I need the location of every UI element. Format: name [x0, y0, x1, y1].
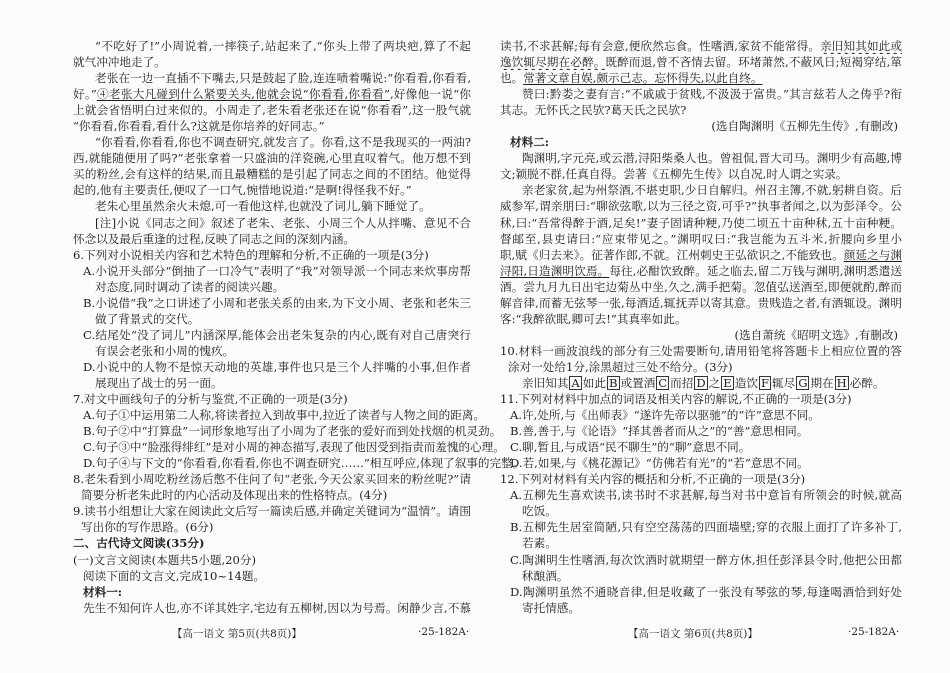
text-segment: 二、古代诗文阅读(35分) — [73, 536, 205, 551]
page-5-footer: 【高一语文 第5页(共8页)】 — [172, 628, 302, 640]
text-line — [500, 166, 902, 182]
text-segment: “你看看,你看看,你也不调查研究,就发言了。你看,这不是我现买的一两油? — [95, 135, 471, 150]
text-segment: 督邮至,县吏请曰:“应束带见之。”渊明叹曰:“我岂能为五斗米,折腰向乡里小 — [500, 231, 902, 246]
text-line — [73, 166, 471, 182]
answer-box-label: E — [723, 375, 732, 390]
text-segment: 如此 — [582, 375, 606, 390]
text-segment: 若素。 — [522, 536, 557, 551]
text-segment: 赞曰:黔娄之妻有言:“不戚戚于贫贱,不汲汲于富贵。”其言兹若人之俦乎?衔 — [522, 87, 902, 102]
text-line — [500, 439, 902, 455]
text-segment: 11.下列对材料中加点的词语及相关内容的解说,不正确的一项是(3分) — [500, 392, 852, 407]
text-line — [73, 118, 471, 134]
text-segment: 客:“我醉欲眠,卿可去!”其真率如此。 — [500, 311, 687, 326]
text-line — [73, 439, 505, 455]
text-segment: 而招 — [670, 375, 694, 390]
answer-box-label: H — [836, 375, 847, 390]
text-segment: C.结尾处“没了词儿”内涵深厚,能体会出老朱复杂的内心,既有对自己唐突行 — [83, 327, 471, 342]
text-segment: 读书,不求甚解;每有会意,便欣然忘食。性嗜酒,家贫不能常得。 — [500, 39, 821, 53]
page-6-footer: 【高一语文 第6页(共8页)】 — [628, 628, 758, 640]
text-segment: 7.对文中画线句子的分析与鉴赏,不正确的一项是(3分) — [73, 392, 348, 407]
page-6-code: ·25-182A· — [848, 626, 900, 638]
text-segment: 8.老朱看到小周吃粉丝汤后憋不住问了句“老张,今天公家买回来的粉丝呢?”请 — [73, 472, 471, 487]
underlined-sentence: 常著文章自娱,颇示己志。忘怀得失,以此自终。 — [523, 71, 763, 86]
text-segment: C.聊,暂且,与成语“民不聊生”的“聊”意思不同。 — [510, 440, 751, 455]
text-segment: 或置酒 — [620, 375, 656, 390]
page-6-column — [500, 38, 902, 616]
text-segment: 老朱心里虽然余火未熄,可一看他这样,也就没了词儿,躺下睡觉了。 — [95, 199, 431, 214]
text-line — [73, 70, 471, 86]
text-line — [500, 375, 902, 391]
text-segment: 12.下列对材料有关内容的概括和分析,不正确的一项是(3分) — [500, 472, 806, 487]
text-line — [500, 519, 902, 535]
text-segment: 好。” — [73, 87, 97, 102]
text-segment: 每往,必酣饮致醉。延之临去,留二万钱与渊明,渊明悉遣送 — [609, 263, 902, 278]
text-segment: A.许,处所,与《出师表》“遂许先帝以驱驰”的“许”意思不同。 — [510, 408, 820, 423]
text-line — [500, 407, 902, 423]
text-line — [500, 150, 902, 166]
text-segment: 买的粉丝,会有这样的结果,而且最糟糕的是引起了同志之间的不团结。他觉得 — [73, 167, 471, 182]
text-segment: 写出你的写作思路。(6分) — [81, 520, 214, 535]
text-segment: D.句子④与下文的“你看看,你看看,你也不调查研究……”相互呼应,体现了叙事的完整。 — [83, 456, 525, 471]
text-line — [73, 503, 471, 519]
text-segment: 简要分析老朱此时的内心活动及体现出来的性格特点。(4分) — [81, 488, 388, 503]
text-line — [500, 263, 902, 279]
text-line — [500, 295, 902, 311]
text-segment: 威参军,谓亲朋曰:“聊欲弦歌,以为三径之资,可乎?”执事者闻之,以为彭泽令。公 — [500, 199, 902, 214]
text-line — [73, 584, 471, 600]
text-segment: C.句子③中“脸涨得绯红”是对小周的神态描写,表现了他因受到指责而羞愧的心理。 — [83, 440, 505, 455]
text-segment: B.句子②中“打算盘”一词形象地写出了小周为了老张的爱好而到处找烟的机灵劲。 — [83, 424, 502, 439]
text-segment: 10.材料一画波浪线的部分有三处需要断句,请用铅笔将答题卡上相应位置的答 — [500, 343, 902, 358]
text-line — [500, 600, 902, 616]
answer-box-label: A — [571, 375, 580, 390]
text-segment: B.小说借“我”之口讲述了小周和老张关系的由来,为下文小周、老张和老朱三 — [83, 295, 471, 310]
text-line — [73, 311, 471, 327]
text-segment: (一)文言文阅读(本题共5小题,20分) — [73, 552, 257, 567]
text-line — [500, 391, 902, 407]
text-line — [500, 54, 902, 70]
text-segment: 文;颖脱不群,任真自得。尝著《五柳先生传》以自况,时人谓之实录。 — [500, 167, 848, 182]
text-line — [500, 231, 902, 247]
text-line — [500, 247, 902, 263]
text-segment: A.小说开头部分“倒抽了一口冷气”表明了“我”对领导派一个同志来炊事房帮 — [83, 263, 471, 278]
text-segment: 起的,他有主要责任,便叹了一口气,惋惜地说道:“是啊!得怪我不好。” — [73, 183, 412, 198]
text-segment: “你看看,你看看,看什么?这就是你培养的好同志。” — [73, 119, 325, 134]
text-line — [500, 198, 902, 214]
text-line — [73, 600, 471, 616]
text-segment: D.陶渊明虽然不通晓音律,但是收藏了一张没有琴弦的琴,每逢喝酒恰到好处 — [510, 584, 902, 599]
text-segment: D.小说中的人物不是惊天动地的英雄,事件也只是三个人拌嘴的小事,但作者 — [83, 359, 471, 374]
text-segment: 既醉而退,曾不吝情去留。环堵萧然,不蔽风日;短褐穿结,箪 — [605, 55, 902, 70]
text-line — [73, 519, 471, 535]
text-segment: 之 — [708, 375, 721, 390]
text-line — [73, 231, 471, 247]
text-segment: 必醉。 — [849, 375, 885, 390]
text-segment: 亲老家贫,起为州祭酒,不堪吏职,少日自解归。州召主簿,不就,躬耕自资。后 — [522, 183, 902, 198]
text-line — [500, 552, 902, 568]
text-line — [73, 102, 471, 118]
text-segment: 老张在一边一直插不下嘴去,只是鼓起了脸,连连啧着嘴说:“你看看,你看看, — [95, 71, 471, 86]
text-segment: A.句子①中运用第二人称,将读者拉入到故事中,拉近了读者与人物之间的距离。 — [83, 408, 486, 423]
text-line — [500, 327, 902, 343]
text-segment: 展现出了战士的另一面。 — [95, 375, 223, 390]
text-segment: 寄托情感。 — [522, 600, 580, 615]
text-segment: 也。 — [500, 71, 524, 86]
text-segment: 期在 — [810, 375, 834, 390]
text-line — [500, 423, 902, 439]
underlined-sentence: 浔阳,日造渊明饮焉。 — [500, 263, 610, 278]
text-segment: “不吃好了!”小周说着,一摔筷子,站起来了,“你头上带了两块疤,算了不起 — [95, 39, 471, 53]
text-line — [500, 118, 902, 134]
answer-box-label: D — [696, 375, 706, 390]
text-segment: [注]小说《同志之间》叙述了老朱、老张、小周三个人从拌嘴、意见不合 — [95, 215, 471, 230]
text-line — [73, 198, 471, 214]
text-segment: 6.下列对小说相关内容和艺术特色的理解和分析,不正确的一项是(3分) — [73, 247, 429, 262]
answer-box-label: G — [798, 375, 808, 390]
text-segment: 西,就能随便用了吗?”老张拿着一只盛油的洋瓷碗,心里直叹着气。他万想不到 — [73, 151, 471, 166]
text-line — [500, 215, 902, 231]
text-line — [500, 455, 902, 471]
text-line — [500, 134, 902, 150]
text-segment: 材料一: — [83, 584, 123, 599]
text-line — [500, 38, 902, 54]
text-line — [73, 182, 471, 198]
text-segment: 职,赋《归去来》。征著作郎,不就。江州刺史王弘欲识之,不能致也。 — [500, 247, 844, 262]
page-5-code: ·25-182A· — [418, 626, 470, 638]
answer-box-label: B — [608, 375, 618, 390]
text-line — [73, 391, 471, 407]
text-segment: ,好像他一说“你 — [389, 87, 471, 102]
wavy-underlined-text: 亲旧知其如此或 — [820, 39, 902, 53]
page-5-column — [73, 38, 525, 616]
text-segment: 解音律,而蓄无弦琴一张,每酒适,辄抚弄以寄其意。贵贱造之者,有酒辄设。渊明 — [500, 295, 902, 310]
text-line — [73, 134, 471, 150]
text-segment: 做了背景式的交代。 — [95, 311, 200, 326]
answer-box-label: C — [658, 375, 668, 390]
text-line — [500, 359, 902, 375]
text-segment: 造饮 — [734, 375, 758, 390]
text-line — [73, 54, 471, 70]
text-segment: 陶渊明,字元亮,或云潜,浔阳柴桑人也。曾祖侃,晋大司马。渊明少有高趣,博 — [522, 151, 902, 166]
text-line — [73, 407, 486, 423]
text-segment: 阅读下面的文言文,完成10~14题。 — [83, 568, 266, 583]
text-line — [73, 568, 471, 584]
text-line — [500, 343, 902, 359]
underlined-sentence: 颜延之与渊 — [843, 247, 902, 262]
text-line — [500, 487, 902, 503]
text-line — [500, 279, 902, 295]
text-segment: 吃饭。 — [522, 504, 557, 519]
text-line — [73, 295, 471, 311]
text-line — [500, 471, 902, 487]
text-segment: (选自萧统《昭明文选》,有删改) — [734, 327, 898, 342]
text-segment: 怀念以及最后重逢的过程,反映了同志之间的深刻内涵。 — [73, 231, 355, 246]
text-line — [500, 102, 902, 118]
text-line — [73, 343, 471, 359]
text-line — [73, 263, 471, 279]
text-line — [500, 584, 902, 600]
text-segment: 9.读书小组想让大家在阅读此文后写一篇读后感,并确定关键词为“温情”。请围 — [73, 504, 471, 519]
text-segment: 先生不知何许人也,亦不详其姓字,宅边有五柳树,因以为号焉。闲静少言,不慕 — [83, 600, 471, 615]
text-line — [500, 70, 902, 86]
text-line — [73, 86, 471, 102]
text-segment: 对态度,同时调动了读者的阅读兴趣。 — [95, 279, 285, 294]
text-segment: 酒。尝九月九日出宅边菊丛中坐,久之,满手把菊。忽值弘送酒至,即便就酌,醉而 — [500, 279, 902, 294]
text-segment: 秫,曰:“吾常得醉于酒,足矣!”妻子固请种粳,乃使二顷五十亩种秫,五十亩种粳。 — [500, 215, 902, 230]
text-line — [73, 150, 471, 166]
text-line — [73, 487, 471, 503]
text-segment: 上就会省悟明白过来似的。小周走了,老朱看老张还在说“你看看”,这一股气就 — [73, 103, 471, 118]
text-line — [73, 552, 471, 568]
text-segment: C.陶渊明生性嗜酒,每次饮酒时就期望一醉方休,担任彭泽县令时,他把公田都 — [510, 552, 902, 567]
text-segment: 材料二: — [510, 135, 550, 150]
text-line — [73, 471, 471, 487]
text-line — [500, 535, 902, 551]
text-segment: B.五柳先生居室简陋,只有空空荡荡的四面墙壁;穿的衣服上面打了许多补丁, — [510, 520, 902, 535]
text-line — [73, 535, 471, 551]
text-segment: 秫酿酒。 — [522, 568, 569, 583]
text-line — [73, 247, 471, 263]
text-line — [73, 279, 471, 295]
text-line — [73, 455, 525, 471]
text-line — [73, 423, 502, 439]
text-line — [73, 327, 471, 343]
text-line — [73, 38, 471, 54]
text-segment: D.若,如果,与《桃花源记》“仿佛若有光”的“若”意思不同。 — [510, 456, 809, 471]
text-segment: 其志。无怀氏之民欤?葛天氏之民欤? — [500, 103, 687, 118]
text-line — [500, 568, 902, 584]
text-segment: 就气冲冲地走了。 — [73, 55, 166, 70]
text-line — [500, 311, 902, 327]
text-segment: 亲旧知其 — [522, 375, 569, 390]
text-segment: 涂对一处给1分,涂黑超过三处不给分。(3分) — [508, 359, 733, 374]
underlined-sentence: ④老张大凡碰到什么紧要关头,他就会说“你看看,你看看” — [96, 87, 390, 102]
text-segment: 有误会老张和小周的愧疚。 — [95, 343, 235, 358]
text-segment: B.善,善于,与《论语》“择其善者而从之”的“善”意思相同。 — [510, 424, 809, 439]
text-line — [73, 375, 471, 391]
text-segment: 辄尽 — [772, 375, 796, 390]
answer-box-label: F — [760, 375, 769, 390]
text-line — [73, 359, 471, 375]
text-segment: A.五柳先生喜欢读书,读书时不求甚解,每当对书中意旨有所领会的时候,就高 — [510, 488, 902, 503]
text-segment: (选自陶渊明《五柳先生传》,有删改) — [711, 119, 898, 134]
wavy-underlined-text: 逸饮辄尽期在必醉。 — [500, 55, 606, 70]
text-line — [500, 182, 902, 198]
text-line — [500, 86, 902, 102]
text-line — [73, 215, 471, 231]
text-line — [500, 503, 902, 519]
